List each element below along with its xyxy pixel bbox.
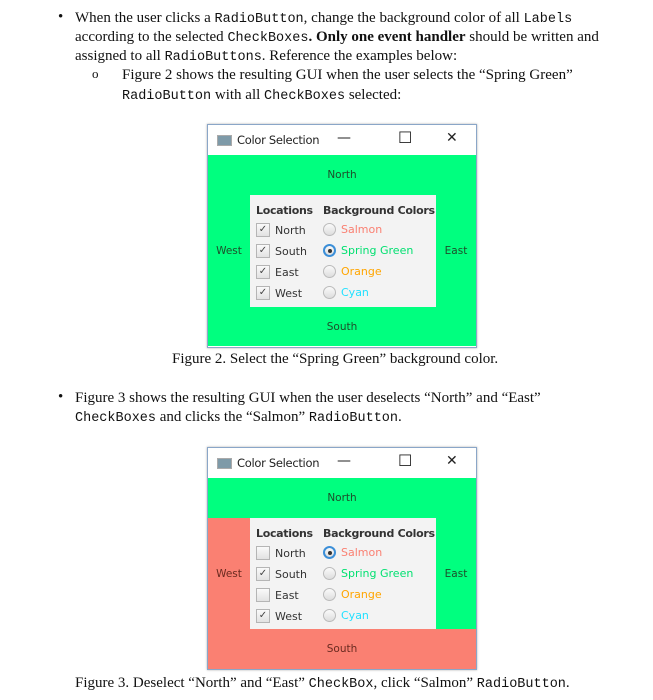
checkbox-north[interactable]: ✓ North bbox=[256, 223, 306, 237]
text-line: When the user clicks a RadioButton, change the background color of all Labels bbox=[75, 10, 573, 27]
radio-icon bbox=[323, 244, 336, 257]
radio-orange[interactable]: Orange bbox=[323, 588, 382, 601]
checkbox-south[interactable]: ✓ South bbox=[256, 244, 307, 258]
center-panel bbox=[250, 518, 436, 629]
checkbox-west[interactable]: ✓ West bbox=[256, 609, 302, 623]
maximize-button[interactable]: ☐ bbox=[398, 451, 413, 470]
title-bar bbox=[208, 125, 476, 155]
checkbox-east[interactable]: ✓ East bbox=[256, 265, 299, 279]
close-button[interactable]: ✕ bbox=[446, 130, 458, 146]
checkbox-icon: ✓ bbox=[256, 265, 270, 279]
colors-header: Background Colors bbox=[323, 204, 435, 217]
checkbox-icon bbox=[256, 546, 270, 560]
checkbox-west[interactable]: ✓ West bbox=[256, 286, 302, 300]
south-label: South bbox=[208, 629, 476, 669]
west-label: West bbox=[208, 518, 250, 629]
checkbox-south[interactable]: ✓ South bbox=[256, 567, 307, 581]
checkbox-icon: ✓ bbox=[256, 223, 270, 237]
locations-header: Locations bbox=[256, 527, 313, 540]
center-panel bbox=[250, 195, 436, 307]
radio-icon bbox=[323, 265, 336, 278]
text-line: RadioButton with all CheckBoxes selected: bbox=[122, 87, 402, 104]
radio-icon bbox=[323, 567, 336, 580]
title-bar bbox=[208, 448, 476, 478]
west-label: West bbox=[216, 245, 242, 257]
checkbox-icon: ✓ bbox=[256, 244, 270, 258]
sub-bullet-icon: o bbox=[92, 66, 99, 81]
bullet-icon: • bbox=[58, 389, 64, 405]
figure2-caption: Figure 2. Select the “Spring Green” background color. bbox=[172, 351, 499, 367]
figure2-window bbox=[207, 124, 477, 348]
radio-icon bbox=[323, 286, 336, 299]
checkbox-icon: ✓ bbox=[256, 286, 270, 300]
checkbox-icon: ✓ bbox=[256, 609, 270, 623]
north-label: North bbox=[208, 478, 476, 518]
text-line: assigned to all RadioButtons. Reference the examples below: bbox=[75, 48, 458, 65]
radio-salmon[interactable]: Salmon bbox=[323, 546, 382, 559]
bullet-icon: • bbox=[58, 9, 64, 25]
figure3-window bbox=[207, 447, 477, 670]
radio-icon bbox=[323, 609, 336, 622]
locations-header: Locations bbox=[256, 204, 313, 217]
close-button[interactable]: ✕ bbox=[446, 453, 458, 469]
radio-spring-green[interactable]: Spring Green bbox=[323, 567, 413, 580]
app-icon bbox=[217, 135, 232, 146]
minimize-button[interactable]: — bbox=[337, 453, 351, 469]
checkbox-icon: ✓ bbox=[256, 567, 270, 581]
radio-icon bbox=[323, 588, 336, 601]
radio-cyan[interactable]: Cyan bbox=[323, 286, 369, 299]
south-label: South bbox=[326, 320, 358, 333]
radio-orange[interactable]: Orange bbox=[323, 265, 382, 278]
north-label: North bbox=[327, 169, 357, 181]
text-line: Figure 2 shows the resulting GUI when the user selects the “Spring Green” bbox=[122, 67, 573, 83]
radio-salmon[interactable]: Salmon bbox=[323, 223, 382, 236]
checkbox-icon bbox=[256, 588, 270, 602]
east-label: East bbox=[436, 518, 476, 629]
text-line: CheckBoxes and clicks the “Salmon” RadioButton. bbox=[75, 409, 402, 426]
window-title: Color Selection bbox=[237, 133, 320, 147]
text-line: according to the selected CheckBoxes. Only one event handler should be written and bbox=[75, 29, 599, 46]
text-line: Figure 3 shows the resulting GUI when the user deselects “North” and “East” bbox=[75, 390, 541, 406]
figure3-caption: Figure 3. Deselect “North” and “East” CheckBox, click “Salmon” RadioButton. bbox=[75, 675, 570, 692]
window-title: Color Selection bbox=[237, 456, 320, 470]
east-label: East bbox=[444, 245, 468, 257]
checkbox-east[interactable]: East bbox=[256, 588, 299, 602]
maximize-button[interactable]: ☐ bbox=[398, 128, 413, 147]
radio-icon bbox=[323, 546, 336, 559]
radio-icon bbox=[323, 223, 336, 236]
radio-cyan[interactable]: Cyan bbox=[323, 609, 369, 622]
minimize-button[interactable]: — bbox=[337, 130, 351, 146]
radio-spring-green[interactable]: Spring Green bbox=[323, 244, 413, 257]
checkbox-north[interactable]: North bbox=[256, 546, 306, 560]
app-icon bbox=[217, 458, 232, 469]
colors-header: Background Colors bbox=[323, 527, 435, 540]
